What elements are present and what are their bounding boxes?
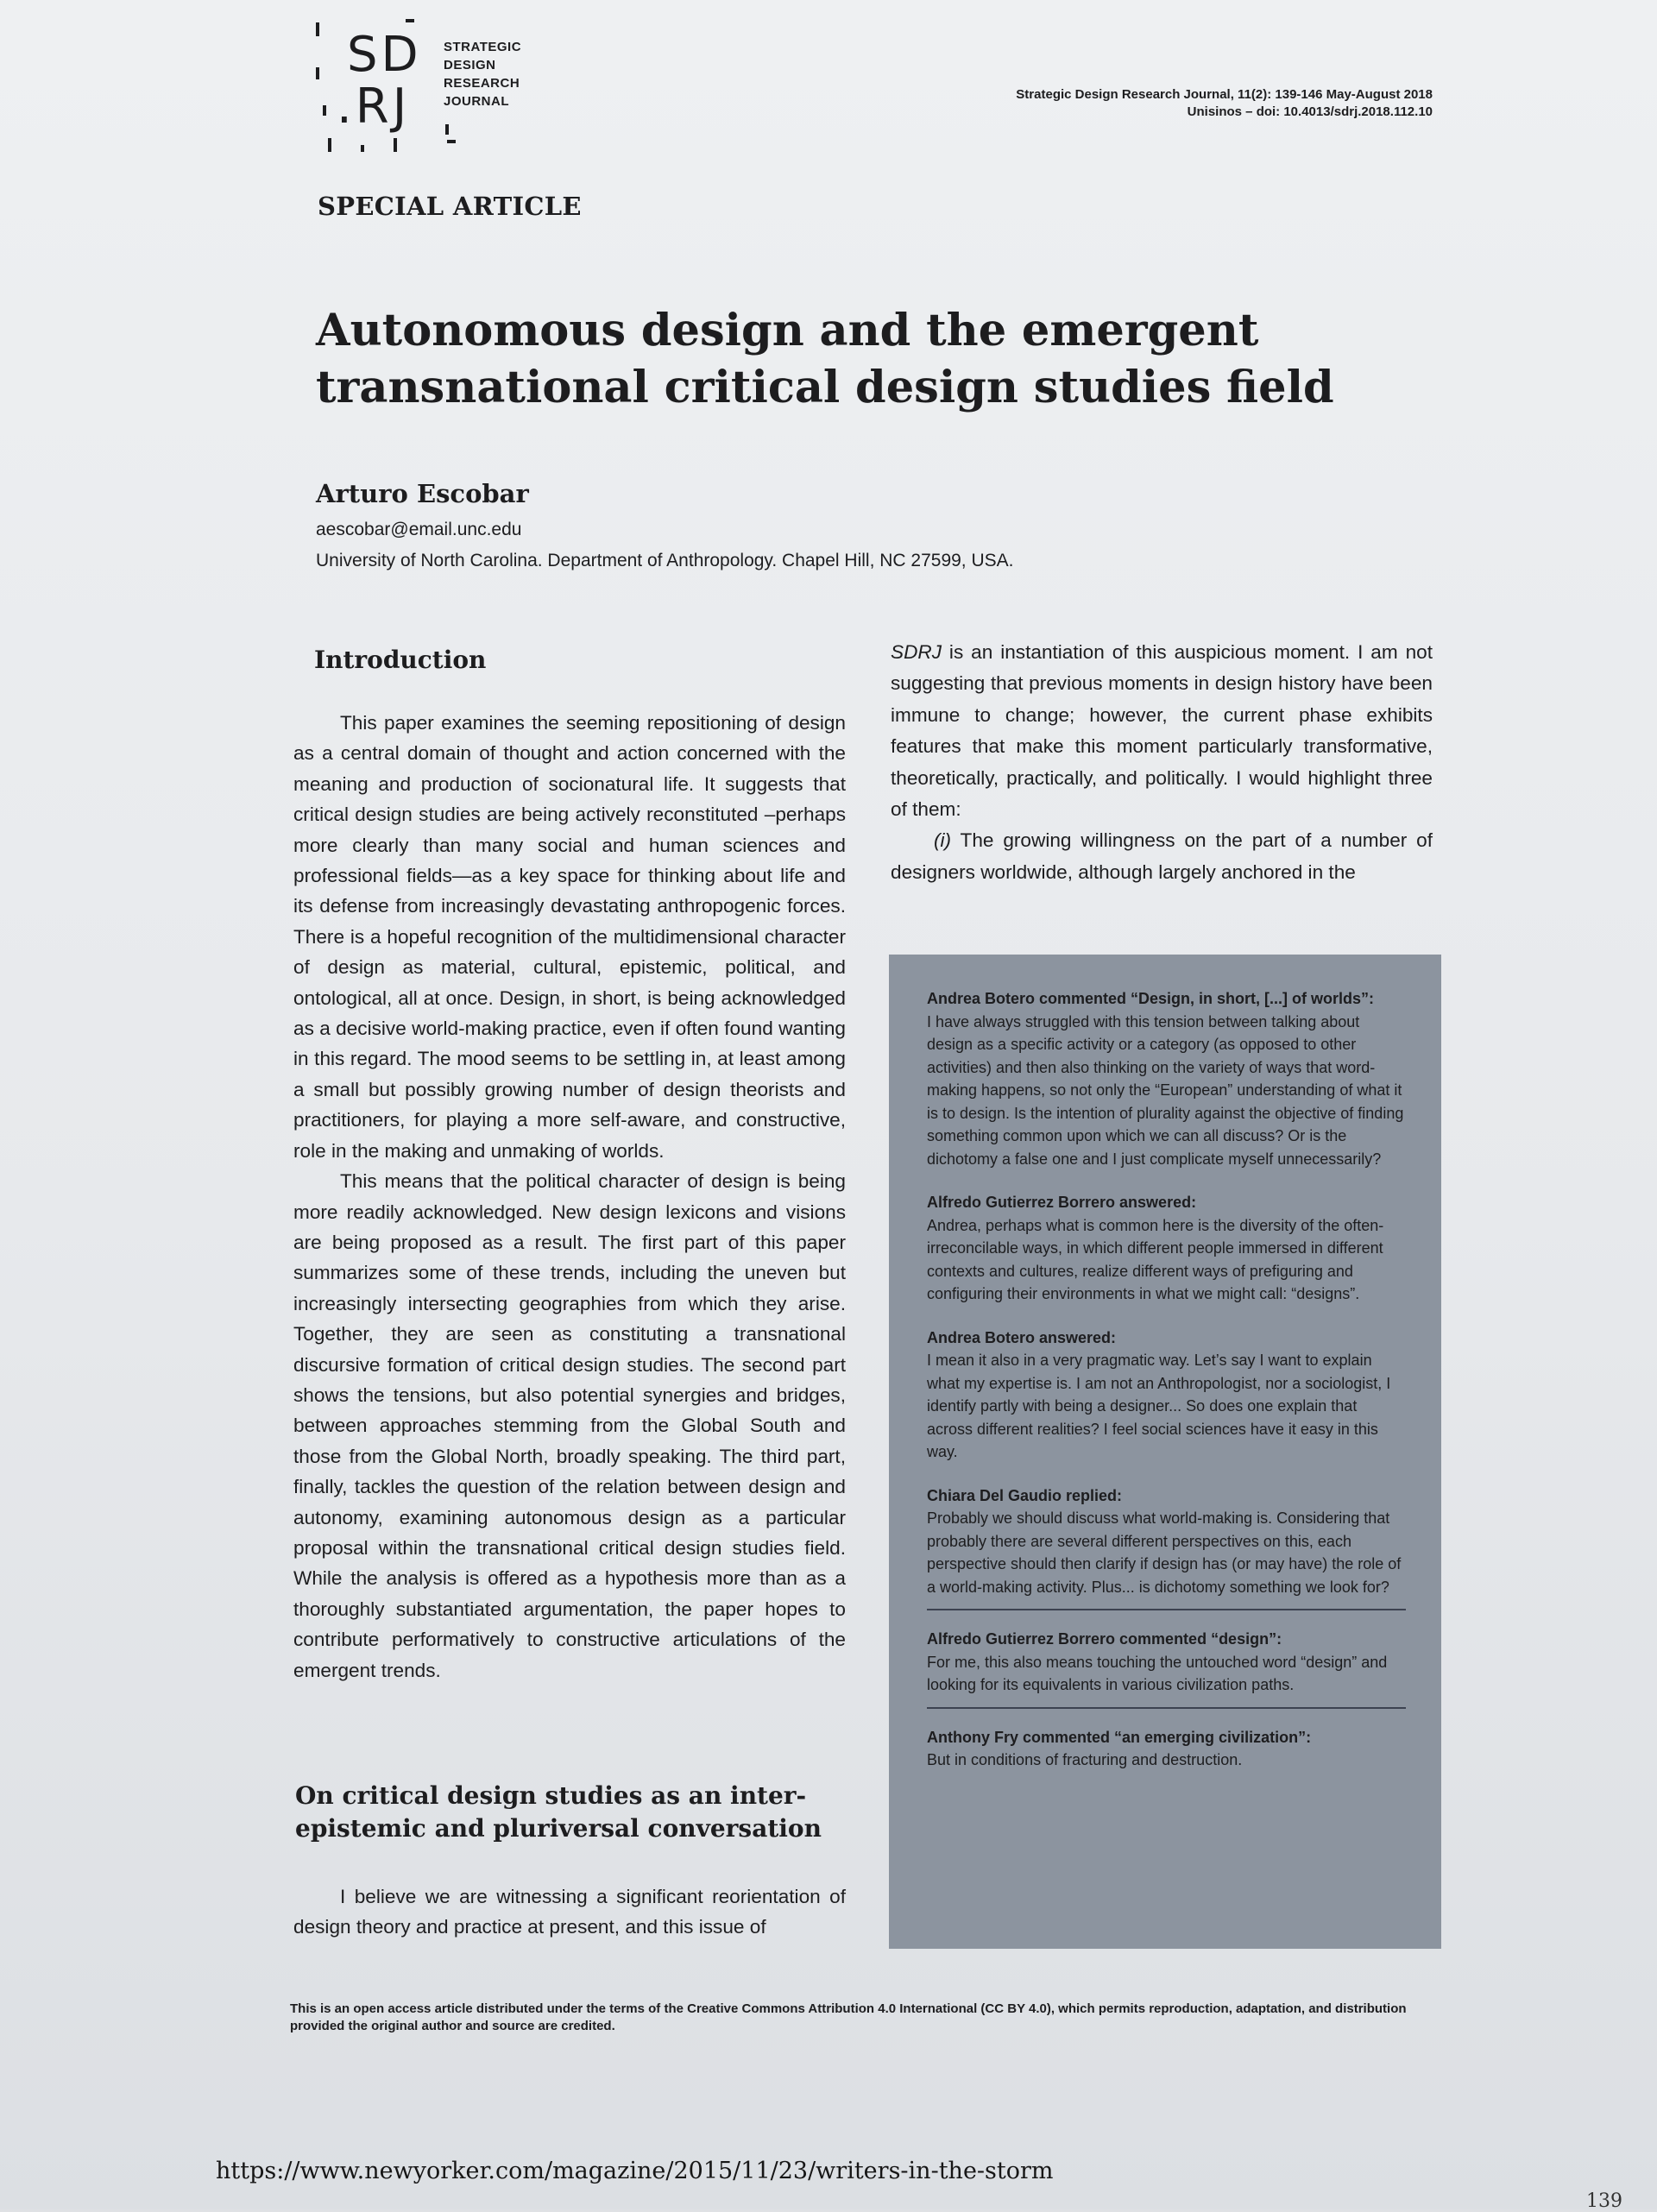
body-paragraph: This means that the political character of design is being more readily acknowledged. New design lexicons and visions are being proposed as a result. The first part of this paper summarizes some of these trends, including the uneven but increasingly intersecting geographies from which they arise. Together, they are seen as constituting a transnational discursive formation of critical design studies. The second part shows the tensions, but also potential synergies and bridges, between approaches stemming from the Global South and those from the Global North, broadly speaking. The third part, finally, tackles the question of the relation between design and autonomy, examining autonomous design as a particular proposal within the transnational critical design studies field. While the analysis is offered as a hypothesis more than as a thoroughly substantiated argumentation, the paper hopes to contribute performatively to constructive articulations of the emergent trends.	[293, 1170, 846, 1681]
article-title	[316, 302, 1386, 416]
author-email: aescobar@email.unc.edu	[316, 520, 522, 539]
comments-sidebar	[889, 955, 1441, 1949]
comment-entry	[927, 1726, 1407, 1772]
paragraph-text: is an instantiation of this auspicious moment. I am not suggesting that previous moments in design history have been immune to change; however, the current phase exhibits features that make this moment particularly transformative, theoretically, practically, and politically. I would highlight three of them:	[891, 641, 1433, 821]
left-column-continued	[293, 1881, 846, 1943]
introduction-heading: Introduction	[314, 646, 487, 674]
comment-author: Anthony Fry commented “an emerging civilization”:	[927, 1728, 1312, 1746]
comment-entry	[927, 987, 1407, 1170]
svg-text:SD: SD	[347, 27, 422, 83]
license-line: provided the original author and source are credited.	[290, 2019, 615, 2033]
body-paragraph	[891, 637, 1433, 825]
comment-text: But in conditions of fracturing and destruction.	[927, 1751, 1243, 1768]
body-paragraph: I believe we are witnessing a significant reorientation of design theory and practice at present, and this issue of	[293, 1886, 846, 1938]
license-notice	[290, 2001, 1455, 2035]
license-line: This is an open access article distributed under the terms of the Creative Commons Attribution 4.0 International (CC BY 4.0), which permits reproduction, adaptation, and distribution	[290, 2001, 1407, 2016]
comment-entry	[927, 1484, 1407, 1599]
comment-text: For me, this also means touching the untouched word “design” and looking for its equivalents in various civilization paths.	[927, 1653, 1388, 1693]
logo-line: RESEARCH	[444, 76, 520, 91]
comment-text: Probably we should discuss what world-making is. Considering that probably there are several different perspectives on this, each perspective should then clarify if design has (or may have) the role of a world-making activity. Plus... is dichotomy something we look for?	[927, 1509, 1402, 1596]
comment-text: I have always struggled with this tension between talking about design as a specific activity or a category (as opposed to other activities) and then also thinking on the variety of ways that word-making happens, so not only the “European” understanding of what it is to design. Is the intention of plurality against the objective of finding something common upon which we can all discuss? Or is the dichotomy a false one and I just complicate myself unnecessarily?	[927, 1012, 1404, 1168]
comment-entry	[927, 1191, 1407, 1306]
logo-wordmark	[444, 38, 521, 110]
paragraph-text: The growing willingness on the part of a number of designers worldwide, although largely anchored in the	[891, 829, 1433, 883]
section-heading	[295, 1780, 847, 1845]
svg-text:.RJ: .RJ	[337, 79, 411, 135]
heading-line: On critical design studies as an inter-	[295, 1781, 807, 1810]
left-column	[293, 708, 846, 1686]
list-marker: (i)	[934, 829, 952, 852]
heading-line: epistemic and pluriversal conversation	[295, 1814, 822, 1843]
page-number: 139	[1586, 2190, 1622, 2212]
comment-author: Andrea Botero commented “Design, in short, [...] of worlds”:	[927, 990, 1375, 1007]
author-name: Arturo Escobar	[316, 479, 529, 508]
journal-citation	[1016, 86, 1433, 121]
comment-divider	[927, 1707, 1406, 1709]
logo-line: JOURNAL	[444, 94, 510, 109]
logo-line: DESIGN	[444, 58, 496, 72]
title-line: Autonomous design and the emergent	[316, 305, 1259, 356]
body-paragraph: This paper examines the seeming repositioning of design as a central domain of thought and action concerned with the meaning and production of socionatural life. It suggests that critical design studies are being actively reconstituted –perhaps more clearly than many social and human sciences and professional fields—as a key space for thinking about life and its defense from increasingly devastating anthropogenic forces. There is a hopeful recognition of the multidimensional character of design as material, cultural, epistemic, political, and ontological, all at once. Design, in short, is being acknowledged as a decisive world-making practice, even if often found wanting in this regard. The mood seems to be settling in, at least among a small but possibly growing number of design theorists and practitioners, for playing a more self-aware, and constructive, role in the making and unmaking of worlds.	[293, 712, 846, 1162]
comment-divider	[927, 1609, 1406, 1610]
comment-text: I mean it also in a very pragmatic way. Let’s say I want to explain what my expertise is. I am not an Anthropologist, nor a sociologist, I identify partly with being a designer... So does one explain that across different realities? I feel social sciences have it easy in this way.	[927, 1352, 1391, 1460]
body-paragraph	[891, 825, 1433, 888]
comment-author: Chiara Del Gaudio replied:	[927, 1486, 1123, 1504]
logo-line: STRATEGIC	[444, 40, 522, 54]
comment-entry	[927, 1327, 1407, 1464]
author-affiliation: University of North Carolina. Department of Anthropology. Chapel Hill, NC 27599, USA.	[316, 551, 1014, 570]
right-column	[891, 637, 1433, 888]
comment-author: Andrea Botero answered:	[927, 1328, 1117, 1346]
comment-entry	[927, 1628, 1407, 1697]
comment-author: Alfredo Gutierrez Borrero answered:	[927, 1194, 1197, 1211]
comment-text: Andrea, perhaps what is common here is the diversity of the often-irreconcilable ways, in which different people immersed in different contexts and cultures, realize different ways of prefiguring and configuring their environments in what we might call: “designs”.	[927, 1216, 1384, 1302]
comment-author: Alfredo Gutierrez Borrero commented “design”:	[927, 1630, 1282, 1648]
journal-abbrev: SDRJ	[891, 641, 942, 663]
doi-line: Unisinos – doi: 10.4013/sdrj.2018.112.10	[1187, 104, 1433, 119]
section-label: SPECIAL ARTICLE	[318, 192, 582, 221]
title-line: transnational critical design studies field	[316, 362, 1334, 413]
citation-line: Strategic Design Research Journal, 11(2): 139-146 May-August 2018	[1016, 87, 1433, 102]
url-strip: https://www.newyorker.com/magazine/2015/11/23/writers-in-the-storm	[216, 2158, 1054, 2184]
